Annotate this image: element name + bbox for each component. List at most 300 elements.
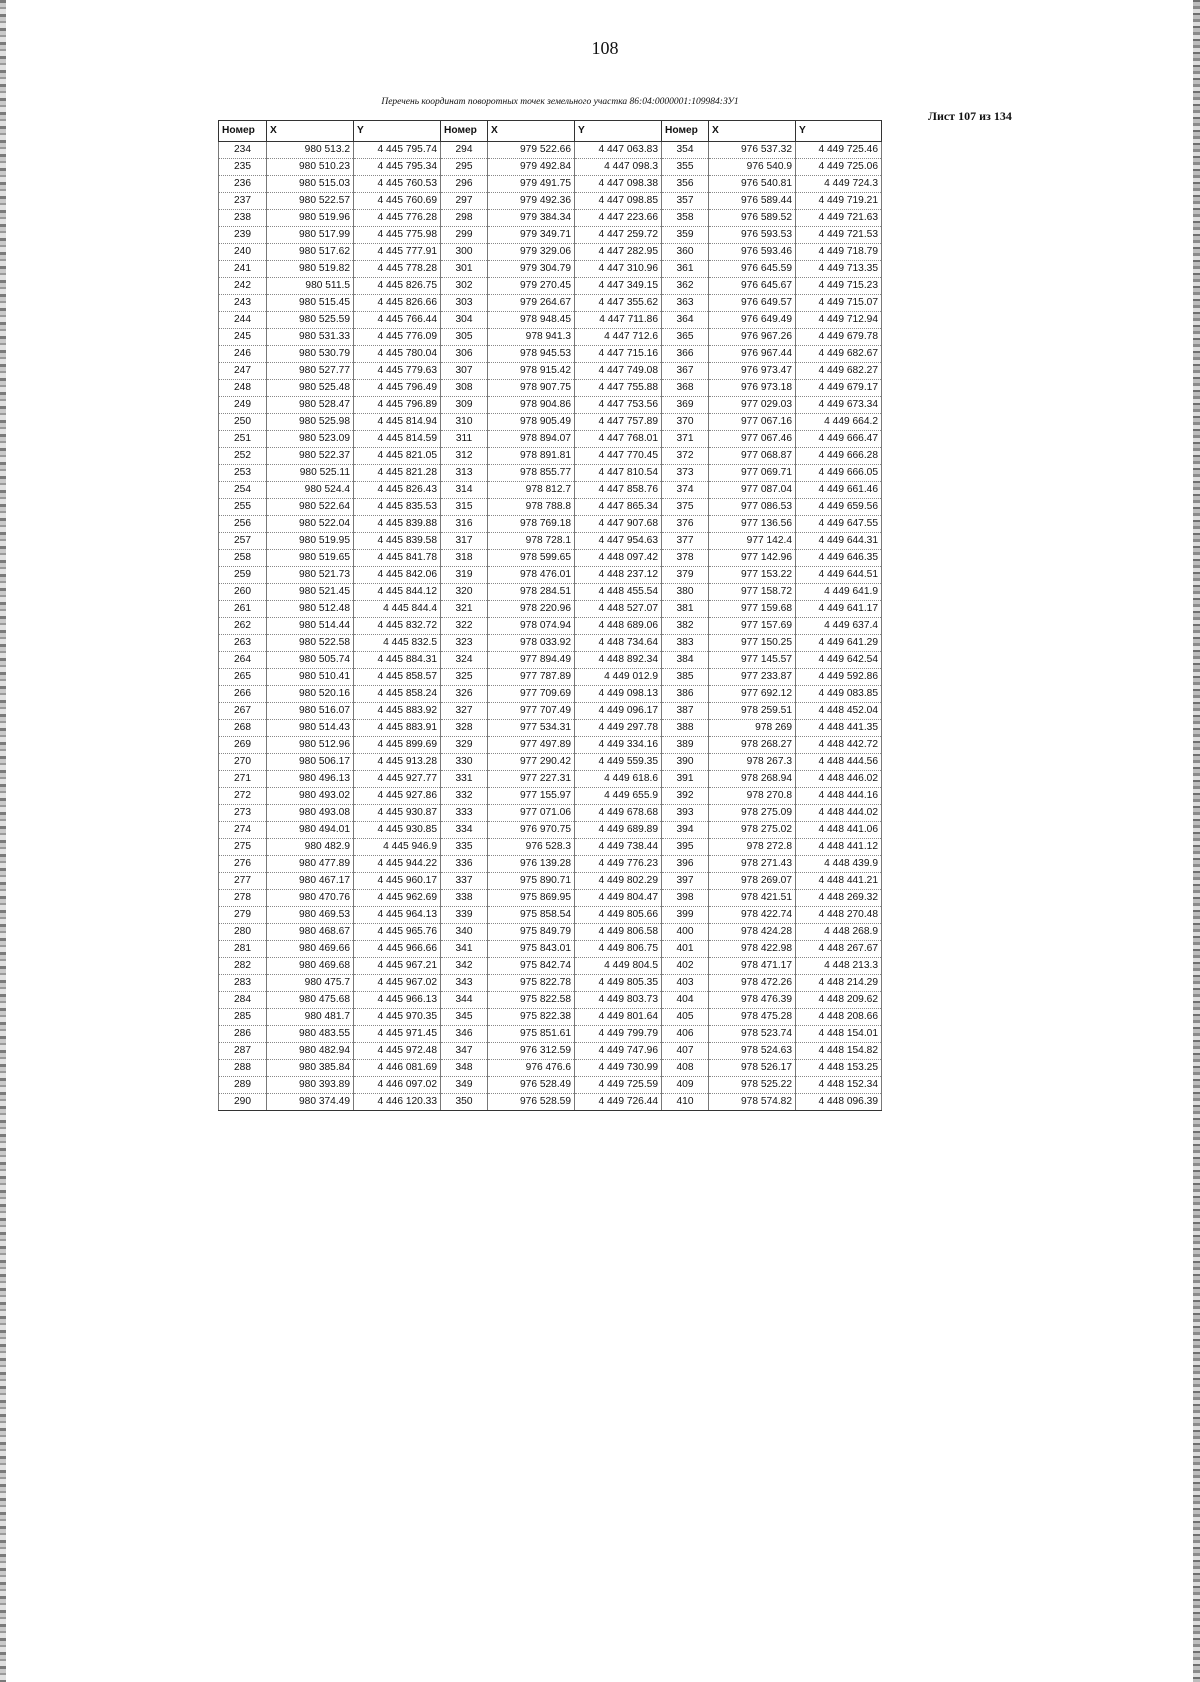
coord-y: 4 447 858.76 <box>575 482 662 499</box>
coord-x: 978 271.43 <box>709 856 796 873</box>
point-number: 348 <box>441 1060 488 1077</box>
table-row <box>219 839 882 856</box>
coord-y: 4 448 455.54 <box>575 584 662 601</box>
coord-x: 978 268.94 <box>709 771 796 788</box>
coord-y: 4 448 439.9 <box>796 856 882 873</box>
coord-x: 980 517.62 <box>267 244 354 261</box>
coord-x: 978 894.07 <box>488 431 575 448</box>
point-number: 402 <box>662 958 709 975</box>
coord-x: 980 525.98 <box>267 414 354 431</box>
header-number: Номер <box>219 121 267 142</box>
point-number: 379 <box>662 567 709 584</box>
coord-x: 979 492.36 <box>488 193 575 210</box>
point-number: 279 <box>219 907 267 924</box>
point-number: 321 <box>441 601 488 618</box>
coord-y: 4 446 097.02 <box>354 1077 441 1094</box>
point-number: 328 <box>441 720 488 737</box>
point-number: 261 <box>219 601 267 618</box>
coord-y: 4 449 805.66 <box>575 907 662 924</box>
coord-x: 978 275.02 <box>709 822 796 839</box>
header-y: Y <box>575 121 662 142</box>
point-number: 247 <box>219 363 267 380</box>
coord-x: 978 269 <box>709 720 796 737</box>
coord-y: 4 445 842.06 <box>354 567 441 584</box>
table-row <box>219 737 882 754</box>
table-row <box>219 856 882 873</box>
coord-y: 4 449 644.31 <box>796 533 882 550</box>
table-row <box>219 907 882 924</box>
point-number: 400 <box>662 924 709 941</box>
point-number: 336 <box>441 856 488 873</box>
coord-x: 980 468.67 <box>267 924 354 941</box>
coord-y: 4 445 967.21 <box>354 958 441 975</box>
point-number: 392 <box>662 788 709 805</box>
coord-y: 4 447 954.63 <box>575 533 662 550</box>
point-number: 310 <box>441 414 488 431</box>
table-row <box>219 584 882 601</box>
point-number: 287 <box>219 1043 267 1060</box>
coord-x: 980 527.77 <box>267 363 354 380</box>
coord-x: 978 259.51 <box>709 703 796 720</box>
point-number: 255 <box>219 499 267 516</box>
coord-y: 4 449 730.99 <box>575 1060 662 1077</box>
point-number: 395 <box>662 839 709 856</box>
coord-y: 4 449 098.13 <box>575 686 662 703</box>
coord-y: 4 445 776.28 <box>354 210 441 227</box>
coord-x: 979 270.45 <box>488 278 575 295</box>
coord-x: 978 270.8 <box>709 788 796 805</box>
coord-y: 4 445 946.9 <box>354 839 441 856</box>
table-row <box>219 261 882 278</box>
point-number: 387 <box>662 703 709 720</box>
table-row <box>219 533 882 550</box>
table-row <box>219 805 882 822</box>
point-number: 276 <box>219 856 267 873</box>
point-number: 239 <box>219 227 267 244</box>
coord-x: 977 069.71 <box>709 465 796 482</box>
coord-y: 4 449 715.23 <box>796 278 882 295</box>
point-number: 246 <box>219 346 267 363</box>
coord-x: 980 522.04 <box>267 516 354 533</box>
coord-y: 4 449 673.34 <box>796 397 882 414</box>
table-row <box>219 1026 882 1043</box>
coord-y: 4 445 884.31 <box>354 652 441 669</box>
coord-x: 978 275.09 <box>709 805 796 822</box>
coord-x: 978 476.01 <box>488 567 575 584</box>
coord-x: 977 233.87 <box>709 669 796 686</box>
table-row <box>219 312 882 329</box>
point-number: 284 <box>219 992 267 1009</box>
coord-x: 978 812.7 <box>488 482 575 499</box>
coord-x: 980 530.79 <box>267 346 354 363</box>
table-row <box>219 431 882 448</box>
table-row <box>219 601 882 618</box>
point-number: 237 <box>219 193 267 210</box>
coord-y: 4 445 778.28 <box>354 261 441 278</box>
point-number: 343 <box>441 975 488 992</box>
coord-y: 4 445 858.57 <box>354 669 441 686</box>
point-number: 408 <box>662 1060 709 1077</box>
coord-y: 4 449 738.44 <box>575 839 662 856</box>
coord-y: 4 445 962.69 <box>354 890 441 907</box>
coord-x: 977 136.56 <box>709 516 796 533</box>
coord-x: 980 469.68 <box>267 958 354 975</box>
coord-y: 4 449 637.4 <box>796 618 882 635</box>
coord-y: 4 449 666.05 <box>796 465 882 482</box>
coord-x: 977 071.06 <box>488 805 575 822</box>
point-number: 405 <box>662 1009 709 1026</box>
coord-x: 978 526.17 <box>709 1060 796 1077</box>
coord-x: 978 269.07 <box>709 873 796 890</box>
coord-y: 4 445 927.86 <box>354 788 441 805</box>
coord-y: 4 445 930.85 <box>354 822 441 839</box>
coord-y: 4 445 826.75 <box>354 278 441 295</box>
point-number: 341 <box>441 941 488 958</box>
coord-y: 4 449 642.54 <box>796 652 882 669</box>
coord-y: 4 447 098.3 <box>575 159 662 176</box>
coord-x: 979 264.67 <box>488 295 575 312</box>
coord-y: 4 448 267.67 <box>796 941 882 958</box>
point-number: 326 <box>441 686 488 703</box>
table-row <box>219 1094 882 1111</box>
coord-y: 4 449 661.46 <box>796 482 882 499</box>
point-number: 304 <box>441 312 488 329</box>
point-number: 375 <box>662 499 709 516</box>
coord-x: 977 707.49 <box>488 703 575 720</box>
coord-x: 977 290.42 <box>488 754 575 771</box>
point-number: 359 <box>662 227 709 244</box>
coord-x: 980 469.53 <box>267 907 354 924</box>
table-row <box>219 244 882 261</box>
point-number: 266 <box>219 686 267 703</box>
point-number: 329 <box>441 737 488 754</box>
table-row <box>219 924 882 941</box>
coord-x: 980 522.64 <box>267 499 354 516</box>
coord-x: 976 528.49 <box>488 1077 575 1094</box>
coord-x: 978 525.22 <box>709 1077 796 1094</box>
table-row <box>219 499 882 516</box>
point-number: 253 <box>219 465 267 482</box>
point-number: 390 <box>662 754 709 771</box>
coord-x: 978 728.1 <box>488 533 575 550</box>
coord-x: 980 514.44 <box>267 618 354 635</box>
coord-x: 977 153.22 <box>709 567 796 584</box>
point-number: 342 <box>441 958 488 975</box>
coord-y: 4 448 446.02 <box>796 771 882 788</box>
coord-y: 4 449 713.35 <box>796 261 882 278</box>
coord-x: 980 514.43 <box>267 720 354 737</box>
coord-y: 4 445 821.28 <box>354 465 441 482</box>
coord-x: 975 822.38 <box>488 1009 575 1026</box>
coord-x: 980 515.03 <box>267 176 354 193</box>
coord-y: 4 448 208.66 <box>796 1009 882 1026</box>
coord-x: 979 491.75 <box>488 176 575 193</box>
point-number: 386 <box>662 686 709 703</box>
table-row <box>219 635 882 652</box>
table-row <box>219 686 882 703</box>
point-number: 385 <box>662 669 709 686</box>
point-number: 298 <box>441 210 488 227</box>
coord-y: 4 445 796.49 <box>354 380 441 397</box>
point-number: 285 <box>219 1009 267 1026</box>
table-row <box>219 227 882 244</box>
coord-x: 980 469.66 <box>267 941 354 958</box>
coord-x: 980 493.02 <box>267 788 354 805</box>
point-number: 260 <box>219 584 267 601</box>
coord-x: 975 843.01 <box>488 941 575 958</box>
coord-y: 4 447 223.66 <box>575 210 662 227</box>
point-number: 251 <box>219 431 267 448</box>
coord-y: 4 447 355.62 <box>575 295 662 312</box>
coord-y: 4 445 814.59 <box>354 431 441 448</box>
coord-y: 4 448 270.48 <box>796 907 882 924</box>
coord-y: 4 445 779.63 <box>354 363 441 380</box>
coord-y: 4 448 269.32 <box>796 890 882 907</box>
point-number: 289 <box>219 1077 267 1094</box>
table-row <box>219 516 882 533</box>
coordinates-table <box>218 120 882 1111</box>
point-number: 319 <box>441 567 488 584</box>
point-number: 275 <box>219 839 267 856</box>
coord-y: 4 445 795.74 <box>354 142 441 159</box>
coord-y: 4 445 930.87 <box>354 805 441 822</box>
coord-x: 978 948.45 <box>488 312 575 329</box>
coord-y: 4 445 780.04 <box>354 346 441 363</box>
coord-y: 4 449 725.46 <box>796 142 882 159</box>
table-row <box>219 210 882 227</box>
coord-x: 977 894.49 <box>488 652 575 669</box>
point-number: 277 <box>219 873 267 890</box>
coord-x: 980 496.13 <box>267 771 354 788</box>
point-number: 332 <box>441 788 488 805</box>
coord-x: 978 945.53 <box>488 346 575 363</box>
coord-x: 980 510.41 <box>267 669 354 686</box>
coord-y: 4 445 960.17 <box>354 873 441 890</box>
point-number: 377 <box>662 533 709 550</box>
coord-x: 977 067.46 <box>709 431 796 448</box>
coord-x: 977 227.31 <box>488 771 575 788</box>
coord-y: 4 447 768.01 <box>575 431 662 448</box>
point-number: 305 <box>441 329 488 346</box>
coord-x: 977 497.89 <box>488 737 575 754</box>
coord-y: 4 449 334.16 <box>575 737 662 754</box>
point-number: 314 <box>441 482 488 499</box>
coord-y: 4 445 844.12 <box>354 584 441 601</box>
coord-x: 978 424.28 <box>709 924 796 941</box>
table-row <box>219 1077 882 1094</box>
point-number: 271 <box>219 771 267 788</box>
coord-x: 980 525.11 <box>267 465 354 482</box>
point-number: 347 <box>441 1043 488 1060</box>
coord-y: 4 445 883.92 <box>354 703 441 720</box>
table-row <box>219 720 882 737</box>
coord-x: 980 494.01 <box>267 822 354 839</box>
coord-x: 978 769.18 <box>488 516 575 533</box>
point-number: 372 <box>662 448 709 465</box>
point-number: 316 <box>441 516 488 533</box>
coord-x: 980 385.84 <box>267 1060 354 1077</box>
point-number: 264 <box>219 652 267 669</box>
coord-x: 978 905.49 <box>488 414 575 431</box>
coord-y: 4 449 725.59 <box>575 1077 662 1094</box>
coord-y: 4 449 682.67 <box>796 346 882 363</box>
coord-x: 976 593.53 <box>709 227 796 244</box>
coord-x: 976 593.46 <box>709 244 796 261</box>
coord-x: 978 472.26 <box>709 975 796 992</box>
table-row <box>219 397 882 414</box>
coord-x: 980 512.48 <box>267 601 354 618</box>
coord-x: 978 855.77 <box>488 465 575 482</box>
point-number: 388 <box>662 720 709 737</box>
table-row <box>219 890 882 907</box>
coord-x: 976 537.32 <box>709 142 796 159</box>
point-number: 286 <box>219 1026 267 1043</box>
coord-y: 4 445 899.69 <box>354 737 441 754</box>
coord-y: 4 447 712.6 <box>575 329 662 346</box>
coord-x: 980 521.45 <box>267 584 354 601</box>
table-row <box>219 652 882 669</box>
coord-x: 976 139.28 <box>488 856 575 873</box>
coord-y: 4 445 760.53 <box>354 176 441 193</box>
point-number: 296 <box>441 176 488 193</box>
point-number: 338 <box>441 890 488 907</box>
coord-y: 4 445 814.94 <box>354 414 441 431</box>
coord-y: 4 445 839.88 <box>354 516 441 533</box>
point-number: 300 <box>441 244 488 261</box>
coord-x: 979 304.79 <box>488 261 575 278</box>
coord-x: 977 157.69 <box>709 618 796 635</box>
coord-y: 4 448 444.16 <box>796 788 882 805</box>
point-number: 274 <box>219 822 267 839</box>
point-number: 288 <box>219 1060 267 1077</box>
point-number: 281 <box>219 941 267 958</box>
coord-y: 4 445 944.22 <box>354 856 441 873</box>
coord-x: 976 967.26 <box>709 329 796 346</box>
coord-x: 980 519.96 <box>267 210 354 227</box>
table-body <box>219 142 882 1111</box>
coord-x: 978 523.74 <box>709 1026 796 1043</box>
point-number: 371 <box>662 431 709 448</box>
coord-y: 4 445 760.69 <box>354 193 441 210</box>
coord-y: 4 446 120.33 <box>354 1094 441 1111</box>
coord-y: 4 447 755.88 <box>575 380 662 397</box>
coord-x: 980 528.47 <box>267 397 354 414</box>
coord-x: 980 521.73 <box>267 567 354 584</box>
coord-y: 4 449 682.27 <box>796 363 882 380</box>
coord-y: 4 448 097.42 <box>575 550 662 567</box>
coord-y: 4 445 966.13 <box>354 992 441 1009</box>
coord-x: 980 522.57 <box>267 193 354 210</box>
coord-y: 4 445 966.66 <box>354 941 441 958</box>
coord-x: 978 476.39 <box>709 992 796 1009</box>
coord-y: 4 445 927.77 <box>354 771 441 788</box>
coord-y: 4 445 913.28 <box>354 754 441 771</box>
coord-x: 978 599.65 <box>488 550 575 567</box>
table-row <box>219 482 882 499</box>
coord-x: 978 915.42 <box>488 363 575 380</box>
coord-y: 4 447 349.15 <box>575 278 662 295</box>
point-number: 313 <box>441 465 488 482</box>
table-row <box>219 295 882 312</box>
point-number: 235 <box>219 159 267 176</box>
coord-y: 4 449 721.53 <box>796 227 882 244</box>
table-row <box>219 975 882 992</box>
coord-y: 4 449 655.9 <box>575 788 662 805</box>
point-number: 339 <box>441 907 488 924</box>
coord-x: 980 393.89 <box>267 1077 354 1094</box>
coord-x: 980 517.99 <box>267 227 354 244</box>
point-number: 376 <box>662 516 709 533</box>
coord-x: 980 513.2 <box>267 142 354 159</box>
point-number: 312 <box>441 448 488 465</box>
point-number: 283 <box>219 975 267 992</box>
coord-x: 976 967.44 <box>709 346 796 363</box>
coord-x: 980 525.59 <box>267 312 354 329</box>
point-number: 252 <box>219 448 267 465</box>
coord-y: 4 447 259.72 <box>575 227 662 244</box>
coord-y: 4 449 618.6 <box>575 771 662 788</box>
coord-y: 4 448 444.02 <box>796 805 882 822</box>
table-row <box>219 1060 882 1077</box>
point-number: 354 <box>662 142 709 159</box>
header-x: X <box>709 121 796 142</box>
coord-x: 980 510.23 <box>267 159 354 176</box>
coord-y: 4 445 826.43 <box>354 482 441 499</box>
coord-y: 4 449 641.29 <box>796 635 882 652</box>
point-number: 308 <box>441 380 488 397</box>
point-number: 256 <box>219 516 267 533</box>
coord-y: 4 449 592.86 <box>796 669 882 686</box>
point-number: 306 <box>441 346 488 363</box>
point-number: 270 <box>219 754 267 771</box>
coord-y: 4 448 237.12 <box>575 567 662 584</box>
point-number: 383 <box>662 635 709 652</box>
coord-y: 4 448 268.9 <box>796 924 882 941</box>
coord-x: 978 907.75 <box>488 380 575 397</box>
coord-x: 980 525.48 <box>267 380 354 397</box>
point-number: 373 <box>662 465 709 482</box>
table-row <box>219 465 882 482</box>
coord-x: 975 849.79 <box>488 924 575 941</box>
coord-y: 4 449 747.96 <box>575 1043 662 1060</box>
coord-y: 4 449 806.58 <box>575 924 662 941</box>
coord-y: 4 448 441.21 <box>796 873 882 890</box>
table-row <box>219 448 882 465</box>
coord-y: 4 447 310.96 <box>575 261 662 278</box>
coord-x: 978 284.51 <box>488 584 575 601</box>
coord-x: 976 970.75 <box>488 822 575 839</box>
coord-y: 4 448 689.06 <box>575 618 662 635</box>
point-number: 278 <box>219 890 267 907</box>
point-number: 309 <box>441 397 488 414</box>
coord-x: 980 482.9 <box>267 839 354 856</box>
point-number: 269 <box>219 737 267 754</box>
coord-x: 975 890.71 <box>488 873 575 890</box>
point-number: 350 <box>441 1094 488 1111</box>
coord-y: 4 448 444.56 <box>796 754 882 771</box>
coord-y: 4 447 063.83 <box>575 142 662 159</box>
table-row <box>219 771 882 788</box>
coord-x: 977 155.97 <box>488 788 575 805</box>
table-header-row <box>219 121 882 142</box>
coord-y: 4 448 096.39 <box>796 1094 882 1111</box>
coord-x: 976 645.67 <box>709 278 796 295</box>
coord-y: 4 448 442.72 <box>796 737 882 754</box>
point-number: 240 <box>219 244 267 261</box>
coord-x: 980 475.68 <box>267 992 354 1009</box>
point-number: 368 <box>662 380 709 397</box>
coord-x: 979 329.06 <box>488 244 575 261</box>
